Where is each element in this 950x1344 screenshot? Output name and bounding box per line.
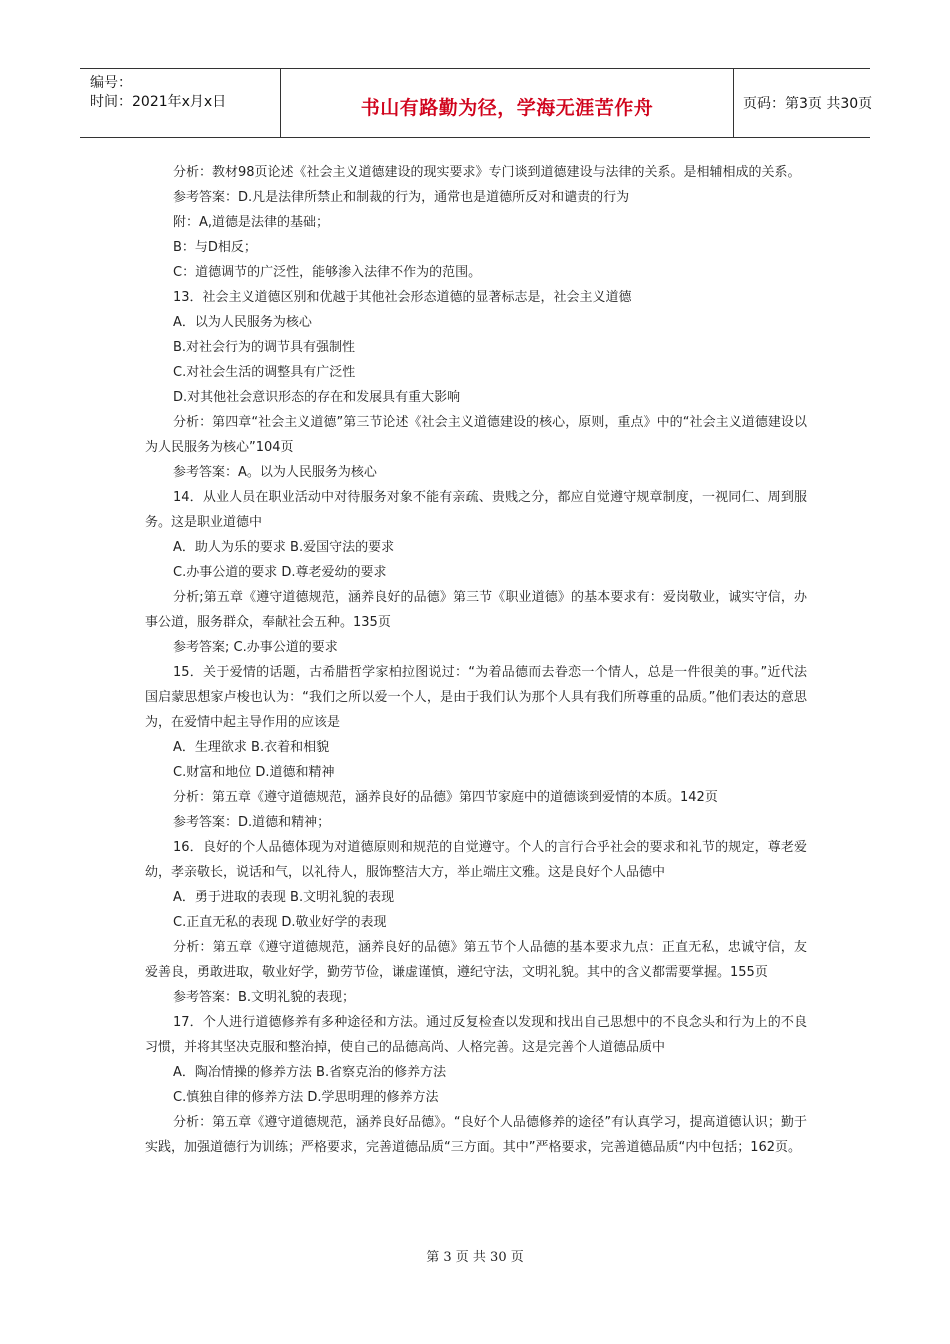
question-17: 17．个人进行道德修养有多种途径和方法。通过反复检查以发现和找出自己思想中的不良念头和行为上的不良习惯，并将其坚决克服和整治掉，使自己的品德高尚、人格完善。这是完善个人道德品质中 — [145, 1015, 807, 1055]
answer-line: 参考答案：D.道德和精神； — [173, 815, 331, 830]
analysis-paragraph: 分析：教材98页论述《社会主义道德建设的现实要求》专门谈到道德建设与法律的关系。是相辅相成的关系。 — [173, 165, 801, 180]
header-page-cell — [733, 69, 873, 137]
option-line: A．陶冶情操的修养方法 B.省察克治的修养方法 — [173, 1065, 447, 1080]
analysis-paragraph: 分析：第四章“社会主义道德”第三节论述《社会主义道德建设的核心，原则，重点》中的“社会主义道德建设以为人民服务为核心”104页 — [145, 415, 807, 455]
option-line: C.慎独自律的修养方法 D.学思明理的修养方法 — [173, 1090, 439, 1105]
note-line: 附：A,道德是法律的基础； — [173, 215, 330, 230]
option-line: B.对社会行为的调节具有强制性 — [173, 340, 356, 355]
page-code: 页码：第3页 共30页 — [743, 96, 873, 112]
option-line: A．助人为乐的要求 B.爱国守法的要求 — [173, 540, 395, 555]
serial-number-label: 编号： — [90, 75, 132, 91]
option-line: D.对其他社会意识形态的存在和发展具有重大影响 — [173, 390, 461, 405]
question-14: 14．从业人员在职业活动中对待服务对象不能有亲疏、贵贱之分，都应自觉遵守规章制度，一视同仁、周到服务。这是职业道德中 — [145, 490, 807, 530]
option-line: A．以为人民服务为核心 — [173, 315, 312, 330]
page-header — [80, 68, 873, 138]
question-15: 15．关于爱情的话题，古希腊哲学家柏拉图说过：“为着品德而去眷恋一个情人，总是一件很美的事。”近代法国启蒙思想家卢梭也认为：“我们之所以爱一个人，是由于我们认为那个人具有我们所尊重的品质。”他们表达的意思为，在爱情中起主导作用的应该是 — [145, 665, 807, 730]
option-line: C.正直无私的表现 D.敬业好学的表现 — [173, 915, 387, 930]
analysis-line: 分析：第五章《遵守道德规范，涵养良好的品德》第四节家庭中的道德谈到爱情的本质。142页 — [173, 790, 718, 805]
document-body — [145, 160, 807, 1160]
option-line: A．生理欲求 B.衣着和相貌 — [173, 740, 330, 755]
answer-line: 参考答案：D.凡是法律所禁止和制裁的行为，通常也是道德所反对和谴责的行为 — [173, 190, 630, 205]
note-line: B：与D相反； — [173, 240, 257, 255]
header-meta-cell — [80, 69, 280, 137]
option-line: C.办事公道的要求 D.尊老爱幼的要求 — [173, 565, 387, 580]
note-line: C：道德调节的广泛性，能够渗入法律不作为的范围。 — [173, 265, 482, 280]
answer-line: 参考答案; C.办事公道的要求 — [173, 640, 338, 655]
option-line: C.对社会生活的调整具有广泛性 — [173, 365, 356, 380]
analysis-paragraph: 分析：第五章《遵守道德规范，涵养良好的品德》第五节个人品德的基本要求九点：正直无私，忠诚守信，友爱善良，勇敢进取，敬业好学，勤劳节俭，谦虚谨慎，遵纪守法，文明礼貌。其中的含义都需要掌握。155页 — [145, 940, 807, 980]
option-line: A．勇于进取的表现 B.文明礼貌的表现 — [173, 890, 395, 905]
motto-text: 书山有路勤为径，学海无涯苦作舟 — [360, 97, 654, 119]
question-16: 16．良好的个人品德体现为对道德原则和规范的自觉遵守。个人的言行合乎社会的要求和礼节的规定，尊老爱幼，孝亲敬长，说话和气，以礼待人，服饰整洁大方，举止端庄文雅。这是良好个人品德中 — [145, 840, 807, 880]
analysis-paragraph: 分析;第五章《遵守道德规范，涵养良好的品德》第三节《职业道德》的基本要求有：爱岗敬业，诚实守信，办事公道，服务群众，奉献社会五种。135页 — [145, 590, 807, 630]
analysis-paragraph: 分析：第五章《遵守道德规范，涵养良好品德》。“良好个人品德修养的途径”有认真学习，提高道德认识；勤于实践，加强道德行为训练；严格要求，完善道德品质“三方面。其中”严格要求，完善道德品质“内中包括；162页。 — [145, 1115, 807, 1155]
option-line: C.财富和地位 D.道德和精神 — [173, 765, 335, 780]
answer-line: 参考答案：A。以为人民服务为核心 — [173, 465, 377, 480]
header-motto-cell — [280, 69, 734, 137]
date-label: 时间：2021年x月x日 — [90, 94, 227, 110]
question-13: 13．社会主义道德区别和优越于其他社会形态道德的显著标志是，社会主义道德 — [173, 290, 632, 305]
answer-line: 参考答案：B.文明礼貌的表现； — [173, 990, 356, 1005]
page-footer: 第 3 页 共 30 页 — [426, 1250, 524, 1265]
